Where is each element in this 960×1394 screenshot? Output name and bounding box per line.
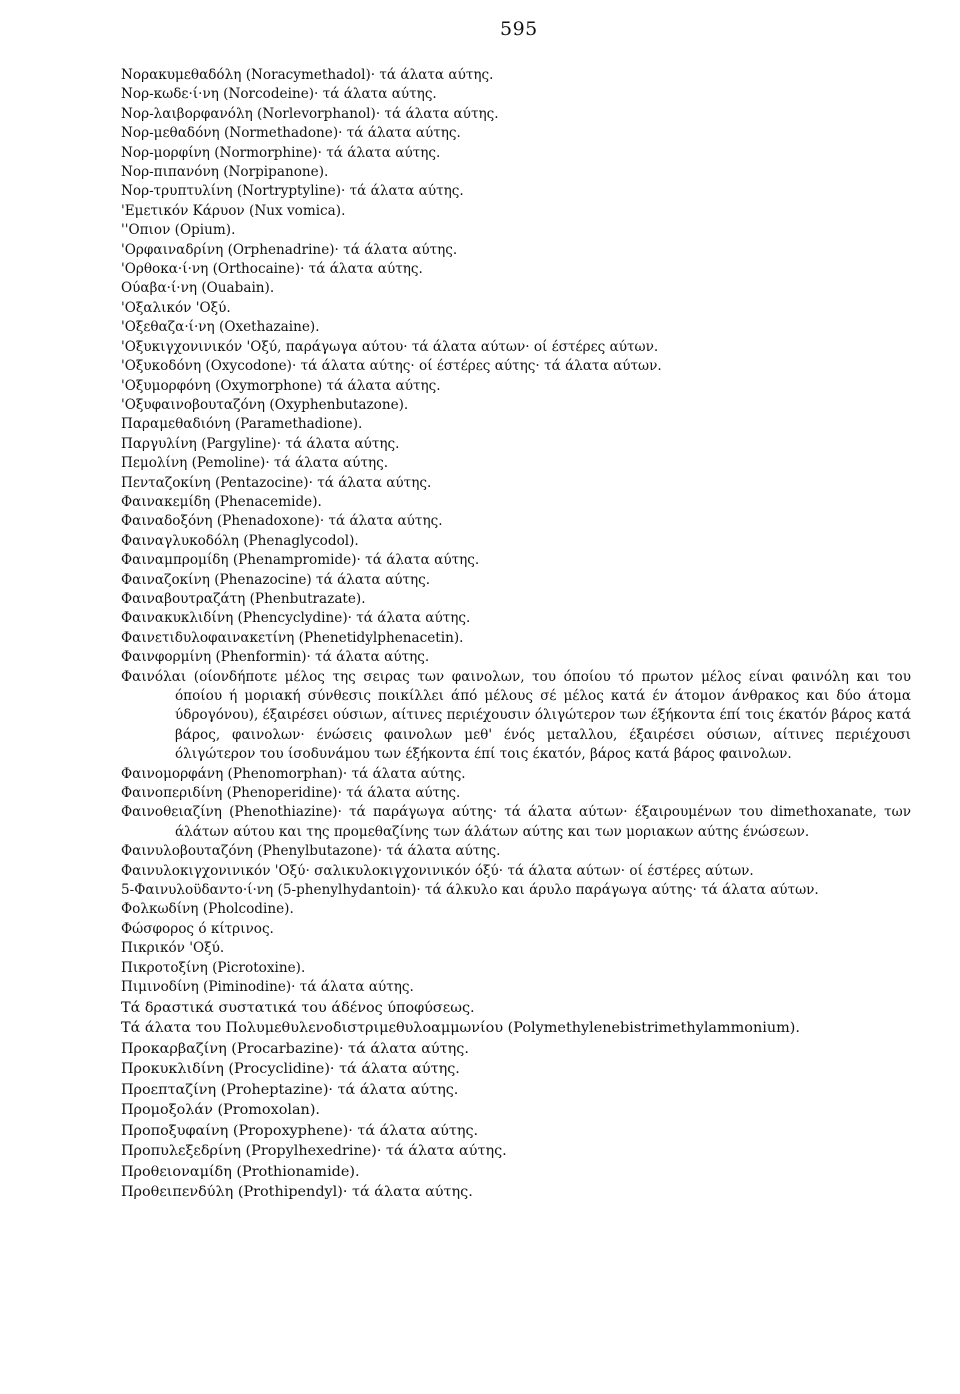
list-item: Φαινομορφάνη (Phenomorphan)· τά άλατα αύτης. (121, 765, 466, 782)
list-item: Πικρικόν 'Οξύ. (121, 940, 225, 957)
list-item: Νορακυμεθαδόλη (Noracymethadol)· τά άλατα αύτης. (121, 67, 494, 83)
list-item: Προπυλεξεδρίνη (Propylhexedrine)· τά άλατα αύτης. (121, 1143, 507, 1159)
list-item: Φαινακεμίδη (Phenacemide). (121, 493, 322, 510)
list-item: Παργυλίνη (Pargyline)· τά άλατα αύτης. (121, 435, 400, 452)
list-item: Φαινυλοκιγχονινικόν 'Οξύ· σαλικυλοκιγχονινικόν όξύ· τά άλατα αύτων· οί έστέρες αύτων. (121, 862, 754, 879)
list-item: Προθειπενδύλη (Prothipendyl)· τά άλατα αύτης. (121, 1184, 473, 1200)
list-item: Νορ-μορφίνη (Normorphine)· τά άλατα αύτης. (121, 144, 441, 161)
list-item: Προκυκλιδίνη (Procyclidine)· τά άλατα αύτης. (121, 1061, 460, 1077)
list-item: Νορ-τρυπτυλίνη (Nortryptyline)· τά άλατα αύτης. (121, 183, 464, 200)
list-item: 'Εμετικόν Κάρυον (Nux vomica). (121, 202, 346, 219)
list-item: 'Οξαλικόν 'Οξύ. (121, 299, 231, 316)
list-item: Προεπταζίνη (Proheptazine)· τά άλατα αύτης. (121, 1081, 459, 1098)
list-item: Φαινετιδυλοφαινακετίνη (Phenetidylphenacetin). (121, 629, 464, 646)
list-item: Πικροτοξίνη (Picrotoxine). (121, 959, 306, 976)
list-item: Προθειοναμίδη (Prothionamide). (121, 1163, 360, 1180)
list-item: Ούαβα·ί·νη (Ouabain). (121, 280, 275, 297)
list-item: Προκαρβαζίνη (Procarbazine)· τά άλατα αύτης. (121, 1040, 469, 1057)
list-item: Φολκωδίνη (Pholcodine). (121, 901, 294, 918)
page-number: 595 (500, 18, 538, 40)
list-item: Νορ-λαιβορφανόλη (Norlevorphanol)· τά άλατα αύτης. (121, 105, 499, 122)
list-item: Φαινοθειαζίνη (Phenothiazine)· τά παράγωγα αύτης· τά άλατα αύτων· έξαιρουμένων του dimethoxanate, των άλάτων αύτου και της προμεθαζίνης των άλάτων αύτης και των μοριακων αύτης ένώσεων. (121, 804, 911, 840)
list-item: Φαιναγλυκοδόλη (Phenaglycodol). (121, 532, 359, 549)
list-item: 'Οξυφαινοβουταζόνη (Oxyphenbutazone). (121, 396, 409, 413)
list-item: Πιμινοδίνη (Piminodine)· τά άλατα αύτης. (121, 979, 414, 996)
list-item: Φαινφορμίνη (Phenformin)· τά άλατα αύτης. (121, 649, 430, 666)
list-item: Τά άλατα του Πολυμεθυλενοδιστριμεθυλοαμμωνίου (Polymethylenebistrimethylammonium). (121, 1020, 800, 1036)
list-item: Πενταζοκίνη (Pentazocine)· τά άλατα αύτης. (121, 474, 432, 491)
list-item: Φαιναδοξόνη (Phenadoxone)· τά άλατα αύτης. (121, 513, 443, 530)
list-item: Φαινόλαι (οίονδήποτε μέλος της σειρας των φαινολων, του όποίου τό πρωτον μέλος είναι φαινόλη και του όποίου ή μοριακή σύνθεσις ποικίλλει άπό μέλους σέ μέλος κατά έν άτομον άνθρακος και δύο άτομα ύδρογόνου), έξαιρέσει ούσιων, αίτινες περιέχουσιν όλιγώτερον των έξήκοντα έπί τοις έκατόν βάρος κατά βάρος, φαινολων· ένώσεις φαινολων μεθ' ένός μεταλλου, έξαιρέσει ούσιων, αίτινες περιέχουσι όλιγώτερον του ίσοδυνάμου των έξήκοντα έπί τοις έκατόν, βάρος κατά βάρος φαινολων. (121, 668, 911, 763)
list-item: Νορ-κωδε·ί·νη (Norcodeine)· τά άλατα αύτης. (121, 86, 437, 103)
list-item: Πεμολίνη (Pemoline)· τά άλατα αύτης. (121, 455, 389, 472)
list-item: Φαινοπεριδίνη (Phenoperidine)· τά άλατα αύτης. (121, 785, 461, 802)
list-item: 'Οξυκιγχονινικόν 'Οξύ, παράγωγα αύτου· τά άλατα αύτων· οί έστέρες αύτων. (121, 338, 659, 355)
list-item: Φαιναμπρομίδη (Phenampromide)· τά άλατα αύτης. (121, 552, 480, 569)
list-item: Φαινυλοβουταζόνη (Phenylbutazone)· τά άλατα αύτης. (121, 843, 501, 860)
list-item: Νορ-πιπανόνη (Norpipanone). (121, 164, 329, 181)
list-item: Φαιναβουτραζάτη (Phenbutrazate). (121, 590, 366, 607)
list-item: Φαινακυκλιδίνη (Phencyclydine)· τά άλατα αύτης. (121, 610, 471, 627)
list-item: 5-Φαινυλοϋδαντο·ί·νη (5-phenylhydantoin)· τά άλκυλο και άρυλο παράγωγα αύτης· τά άλατα αύτων. (121, 882, 819, 899)
list-item: Φώσφορος ό κίτρινος. (121, 920, 274, 937)
list-item: 'Ορφαιναδρίνη (Orphenadrine)· τά άλατα αύτης. (121, 241, 458, 258)
list-item: Προποξυφαίνη (Propoxyphene)· τά άλατα αύτης. (121, 1122, 479, 1139)
list-item: Παραμεθαδιόνη (Paramethadione). (121, 416, 363, 433)
list-item: Προμοξολάν (Promoxolan). (121, 1102, 321, 1118)
list-item: 'Οξυμορφόνη (Oxymorphone) τά άλατα αύτης. (121, 377, 441, 394)
substance-list (121, 66, 911, 1203)
list-item: Νορ-μεθαδόνη (Normethadone)· τά άλατα αύτης. (121, 125, 461, 142)
list-item: Τά δραστικά συστατικά του άδένος ύποφύσεως. (121, 999, 475, 1016)
list-item: 'Οξεθαζα·ί·νη (Oxethazaine). (121, 319, 320, 336)
list-item: 'Ορθοκα·ί·νη (Orthocaine)· τά άλατα αύτης. (121, 261, 423, 278)
list-item: 'Οξυκοδόνη (Oxycodone)· τά άλατα αύτης· οί έστέρες αύτης· τά άλατα αύτων. (121, 358, 662, 375)
list-item: Φαιναζοκίνη (Phenazocine) τά άλατα αύτης. (121, 571, 431, 588)
list-item: ''Οπιον (Opium). (121, 222, 236, 239)
